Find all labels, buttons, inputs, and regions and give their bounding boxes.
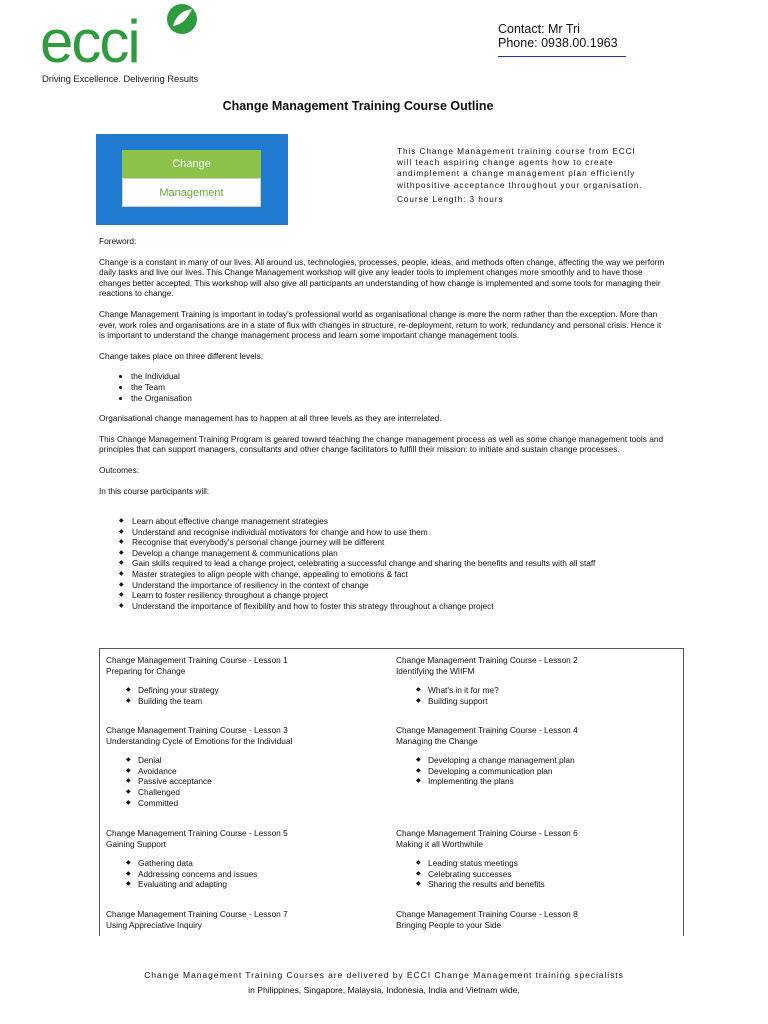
lesson-items [106,685,391,706]
list-item: ◆ Recognise that everybody's personal change journey will be different [119,537,669,548]
lesson-7 [106,909,391,930]
lesson-items [106,858,391,890]
outcomes-intro: In this course participants will: [99,485,210,496]
lesson-items [396,858,681,890]
lesson-heading: Change Management Training Course - Lesson 4 [396,725,578,735]
list-item: ◆ Leading status meetings [416,858,681,869]
outcomes-label: Outcomes: [99,464,140,475]
list-item: ◆ Implementing the plans [416,776,681,787]
lesson-4 [396,725,681,787]
program-paragraph: This Change Management Training Program is geared toward teaching the change management process as well as some change management tools and principles that can support managers, consultants and other change facilitators to fulfill their mission: to initiate and sustain change processes. [99,433,664,455]
lesson-1 [106,655,391,706]
list-item: • the Organisation [131,393,669,404]
lesson-items [106,755,391,808]
list-item: ◆ Developing a change management plan [416,755,681,766]
list-item: ◆ Understand and recognise individual motivators for change and how to use them [119,527,669,538]
logo-wordmark: ecci [40,8,139,75]
lesson-heading: Change Management Training Course - Lesson 6 [396,828,578,838]
lesson-items [396,755,681,787]
levels-list [99,371,669,403]
lesson-subtitle: Gaining Support [106,838,166,849]
lesson-5 [106,828,391,890]
lesson-heading: Change Management Training Course - Lesson 8 [396,909,578,919]
foreword-paragraph-2: Change Management Training is important in today's professional world as organisational change is more the norm rather than the exception. More than ever, work roles and organisations are in a state of flux with changes in structure, re-deployment, return to work, redundancy and personal crisis. Hence it is important to understand the change management process and learn some important change management tools. [99,308,662,341]
lesson-items [396,685,681,706]
list-item: ◆ Denial [126,755,391,766]
list-item: ◆ Building support [416,696,681,707]
course-body [99,236,669,621]
lessons-table [99,648,684,936]
lesson-subtitle: Making it all Worthwhile [396,838,483,849]
lesson-heading: Change Management Training Course - Lesson 3 [106,725,288,735]
page-title: Change Management Training Course Outline [222,99,494,113]
logo-tagline: Driving Excellence. Delivering Results [42,74,199,85]
banner-line-change: Change [122,150,261,178]
leaf-icon [165,2,199,36]
lesson-subtitle: Using Appreciative Inquiry [106,919,202,930]
list-item: ◆ Gathering data [126,858,391,869]
footer [0,968,768,998]
lesson-heading: Change Management Training Course - Lesson 7 [106,909,288,919]
course-intro [397,146,645,205]
list-item: ◆ Challenged [126,787,391,798]
contact-divider [498,56,626,57]
list-item: ◆ Avoidance [126,766,391,777]
list-item: ◆ Building the team [126,696,391,707]
outcomes-list [99,516,669,611]
contact-phone[interactable]: Phone: 0938.00.1963 [498,36,618,50]
list-item: • the Team [131,382,669,393]
list-item: ◆ Addressing concerns and issues [126,869,391,880]
levels-note: Organisational change management has to happen at all three levels as they are interrelated. [99,413,442,424]
list-item: ◆ Gain skills required to lead a change project, celebrating a successful change and sharing the benefits and results with all staff [119,558,669,569]
lesson-subtitle: Bringing People to your Side [396,919,502,930]
list-item: ◆ Learn to foster resiliency throughout a change project [119,590,669,601]
list-item: ◆ Defining your strategy [126,685,391,696]
contact-name: Contact: Mr Tri [498,22,580,36]
change-management-banner [96,134,288,225]
list-item: ◆ Passive acceptance [126,776,391,787]
list-item: ◆ Evaluating and adapting [126,879,391,890]
lesson-6 [396,828,681,890]
lesson-heading: Change Management Training Course - Lesson 5 [106,828,288,838]
lesson-subtitle: Understanding Cycle of Emotions for the Individual [106,735,293,746]
ecci-logo [40,2,199,88]
lesson-heading: Change Management Training Course - Lesson 2 [396,655,578,665]
list-item: ◆ Sharing the results and benefits [416,879,681,890]
list-item: ◆ What's in it for me? [416,685,681,696]
footer-line-1: Change Management Training Courses are delivered by ECCI Change Management training specialists [144,970,624,980]
list-item: ◆ Committed [126,798,391,809]
list-item: ◆ Develop a change management & communications plan [119,548,669,559]
lesson-2 [396,655,681,706]
lesson-subtitle: Managing the Change [396,735,478,746]
lesson-heading: Change Management Training Course - Lesson 1 [106,655,288,665]
list-item: ◆ Understand the importance of resiliency in the context of change [119,580,669,591]
lesson-8 [396,909,681,930]
list-item: ◆ Celebrating successes [416,869,681,880]
list-item: • the Individual [131,371,669,382]
list-item: ◆ Master strategies to align people with change, appealing to emotions & fact [119,569,669,580]
list-item: ◆ Developing a communication plan [416,766,681,777]
list-item: ◆ Understand the importance of flexibility and how to foster this strategy throughout a change project [119,601,669,612]
footer-line-2: in Philippines, Singapore, Malaysia, Indonesia, India and Vietnam wide. [248,985,520,995]
lesson-subtitle: Identifying the WIIFM [396,665,475,676]
list-item: ◆ Learn about effective change management strategies [119,516,669,527]
intro-text: This Change Management training course from ECCI will teach aspiring change agents how to create andimplement a change management plan efficiently withpositive acceptance throughout your organisation. [397,146,643,190]
lesson-3 [106,725,391,808]
course-length: Course Length: 3 hours [397,193,504,204]
contact-block [498,22,618,50]
foreword-label: Foreword: [99,236,137,246]
banner-line-management: Management [122,178,261,207]
foreword-paragraph-1: Change is a constant in many of our lives. All around us, technologies, processes, people, ideas, and methods often change, affecting the way we perform daily tasks and live our lives. This Change Management workshop will give any leader tools to implement changes more smoothly and to have those changes better accepted. This workshop will also give all participants an understanding of how change is implemented and some tools for managing their reactions to change. [99,256,665,299]
lesson-subtitle: Preparing for Change [106,665,186,676]
levels-intro: Change takes place on three different levels: [99,350,264,361]
